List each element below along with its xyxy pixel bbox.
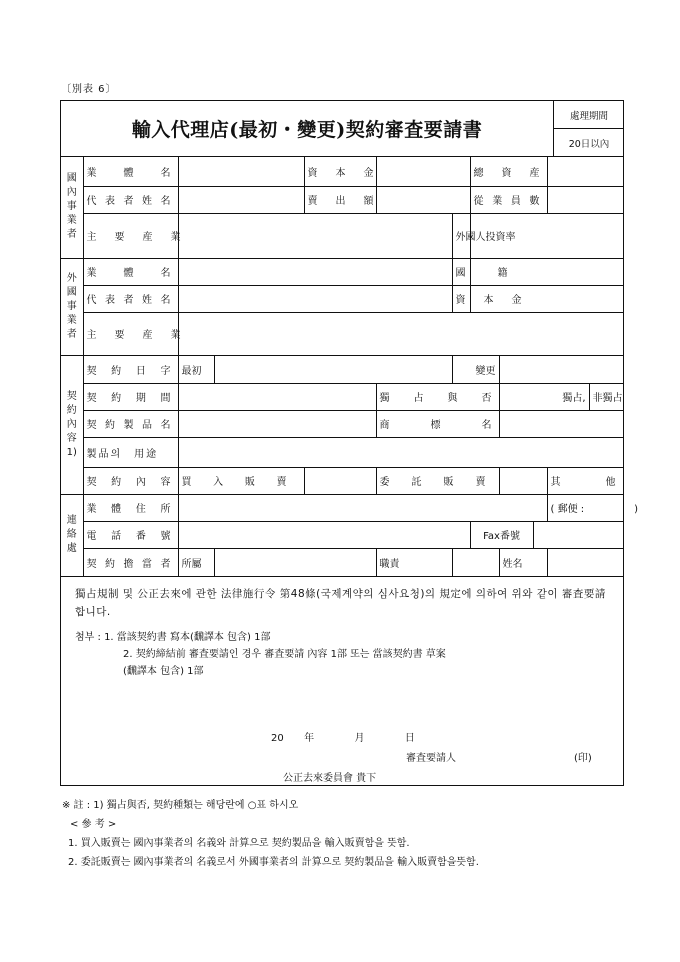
fax-label: Fax番號: [470, 521, 533, 548]
applicant-label: 審査要請人: [406, 753, 456, 764]
request-statement: 獨占規制 및 公正去來에 관한 法律施行令 第48條(국제계약의 심사요청)의 規定에 의하여 위와 같이 審査要請합니다.: [75, 587, 606, 618]
foreign-company-name-field[interactable]: [178, 258, 452, 285]
review-request-form: [60, 100, 639, 786]
department-field[interactable]: [214, 548, 376, 576]
trademark-field[interactable]: [499, 410, 623, 437]
domestic-company-name-field[interactable]: [178, 157, 304, 186]
contract-period-field[interactable]: [178, 383, 376, 410]
phone-field[interactable]: [178, 521, 470, 548]
domestic-capital-label: 資 本 金: [304, 157, 376, 186]
note-line: ※ 註 : 1) 獨占與否, 契約種類는 해당란에 ○표 하시오: [62, 800, 299, 811]
product-use-label: 製品의 用途: [83, 437, 178, 467]
attachment-item-2: 2. 契約締結前 審査要請인 경우 審査要請 內容 1部 또는 當該契約書 草案: [123, 648, 446, 660]
processing-period-label: 處理期間: [554, 101, 624, 129]
foreign-main-industry-label: 主 要 産 業: [83, 312, 178, 355]
company-address-field[interactable]: [178, 494, 547, 521]
position-label: 職責: [376, 548, 452, 576]
title-row: [61, 101, 623, 157]
domestic-company-name-label: 業 體 名: [83, 157, 178, 186]
domestic-employees-field[interactable]: [547, 186, 623, 213]
form-grid: [61, 157, 639, 577]
domestic-total-assets-field[interactable]: [547, 157, 623, 186]
foreign-capital-label: 資 本 金: [452, 285, 470, 312]
department-label: 所屬: [178, 548, 214, 576]
attachment-item-2-cont: (飜譯本 包含) 1部: [123, 665, 204, 677]
recipient: 公正去來委員會 貴下: [283, 773, 377, 784]
domestic-representative-field[interactable]: [178, 186, 304, 213]
consignment-sale-field[interactable]: [499, 467, 547, 494]
domestic-employees-label: 從業員數: [470, 186, 547, 213]
attachments: [61, 621, 623, 680]
contract-initial-date-field[interactable]: [214, 355, 452, 383]
contact-name-label: 姓名: [499, 548, 547, 576]
contact-person-label: 契約擔當者: [83, 548, 178, 576]
date-line: [271, 729, 415, 744]
company-address-label: 業體住所: [83, 494, 178, 521]
postal-code-field[interactable]: ( 郵便 : ): [547, 494, 623, 521]
processing-period-value: 20日以內: [568, 138, 610, 150]
purchase-sale-label: 買入販賣: [178, 467, 304, 494]
exclusive-label: 獨占與否: [376, 383, 499, 410]
other-label: 其 他: [547, 467, 623, 494]
foreign-company-name-label: 業 體 名: [83, 258, 178, 285]
contract-period-label: 契約期間: [83, 383, 178, 410]
contract-change-label: 變更: [452, 355, 499, 383]
trademark-label: 商 標 名: [376, 410, 499, 437]
domestic-representative-label: 代表者姓名: [83, 186, 178, 213]
domestic-capital-field[interactable]: [376, 157, 470, 186]
note-line: < 參 考 >: [70, 819, 117, 830]
note-line: 2. 委託販賣는 國內事業者의 名義로서 外國事業者의 計算으로 契約製品을 輸入販賣함을뜻함.: [68, 857, 479, 868]
attachments-prefix: 첨부 :: [75, 631, 101, 643]
domestic-sales-label: 賣 出 額: [304, 186, 376, 213]
contract-products-field[interactable]: [178, 410, 376, 437]
contract-date-label: 契約日字: [83, 355, 178, 383]
foreign-main-industry-field[interactable]: [178, 312, 623, 355]
contract-initial-label: 最初: [178, 355, 214, 383]
annex-label: 〔別表 6〕: [61, 84, 117, 95]
contract-products-label: 契約製品名: [83, 410, 178, 437]
attachment-item-1: 1. 當該契約書 寫本(飜譯本 包含) 1部: [104, 631, 271, 643]
product-use-field[interactable]: [178, 437, 623, 467]
position-field[interactable]: [452, 548, 499, 576]
contact-name-field[interactable]: [547, 548, 623, 576]
consignment-sale-label: 委託販賣: [376, 467, 499, 494]
foreign-group-label: 外 國 事 業 者: [61, 258, 83, 355]
contract-group-label: 契 約 內 容 1): [61, 355, 83, 494]
domestic-foreign-investment-label: 外國人投資率: [452, 213, 470, 258]
contact-group-label: 連 絡 處: [61, 494, 83, 576]
seal-mark: (印): [574, 753, 592, 764]
contract-change-date-field[interactable]: [499, 355, 623, 383]
date-year-label: 年: [304, 733, 315, 744]
foreign-representative-label: 代表者姓名: [83, 285, 178, 312]
foreign-representative-field[interactable]: [178, 285, 452, 312]
domestic-sales-field[interactable]: [376, 186, 470, 213]
date-month-label: 月: [354, 733, 365, 744]
nonexclusive-option[interactable]: 非獨占: [589, 383, 623, 410]
form-title: 輸入代理店(最初・變更)契約審査要請書: [131, 119, 483, 141]
contract-content-label: 契約內容: [83, 467, 178, 494]
domestic-total-assets-label: 總 資 産: [470, 157, 547, 186]
foreign-nationality-label: 國 籍: [452, 258, 470, 285]
processing-period-box: [553, 101, 624, 156]
date-year-prefix: 20: [271, 733, 284, 744]
fax-field[interactable]: [533, 521, 623, 548]
date-day-label: 日: [404, 733, 415, 744]
phone-label: 電話番號: [83, 521, 178, 548]
note-line: 1. 買入販賣는 國內事業者의 名義와 計算으로 契約製品을 輸入販賣함을 뜻함.: [68, 838, 410, 849]
exclusive-option[interactable]: 獨占,: [499, 383, 589, 410]
purchase-sale-field[interactable]: [304, 467, 376, 494]
domestic-main-industry-field[interactable]: [178, 213, 452, 258]
notes: [62, 796, 479, 872]
domestic-group-label: 國 內 事 業 者: [61, 157, 83, 258]
domestic-main-industry-label: 主 要 産 業: [83, 213, 178, 258]
